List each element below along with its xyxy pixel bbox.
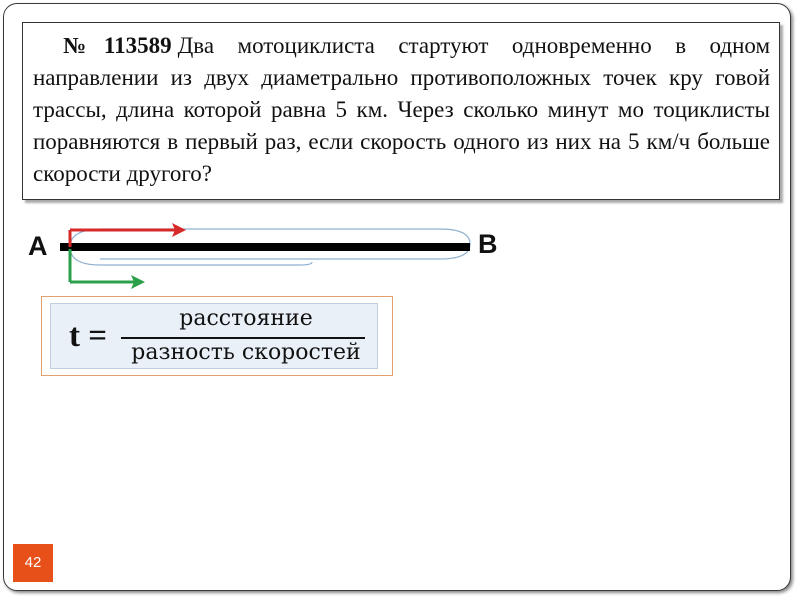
formula-box [41, 296, 393, 376]
formula-numerator: расстояние [179, 306, 313, 331]
problem-box [22, 22, 780, 200]
formula-inner [50, 303, 378, 369]
formula-lhs: t = [69, 318, 108, 354]
point-b-label: В [478, 229, 498, 259]
formula-denominator: разность скоростей [131, 340, 361, 365]
problem-text [33, 30, 770, 190]
fraction-bar [121, 337, 365, 339]
problem-body: Два мотоциклиста стартуют одновременно в одном направлении из двух диаметрально противоположных точек кру говой трассы, длина которой равна 5 км. Через сколько минут мо тоциклисты поравняются в первый раз, если скорость одного из них на 5 км/ч больше скорости другого? [33, 33, 771, 186]
point-a-label: А [28, 231, 48, 261]
problem-number: №113589 [63, 33, 172, 58]
slide-number-badge: 42 [13, 544, 53, 582]
